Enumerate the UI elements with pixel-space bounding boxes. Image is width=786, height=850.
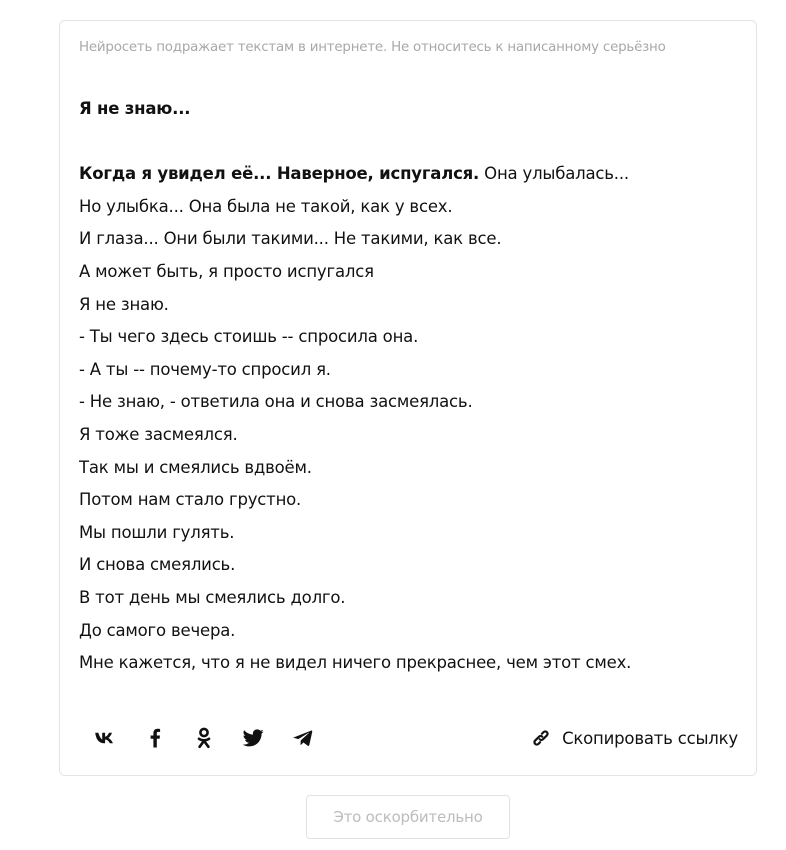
story-line: - Ты чего здесь стоишь -- спросила она. — [79, 327, 419, 347]
story-line — [79, 158, 739, 191]
story-line: До самого вечера. — [79, 620, 236, 640]
story-line-bold: Когда я увидел её... Наверное, испугался. — [79, 164, 480, 184]
story-line: Так мы и смеялись вдвоём. — [79, 457, 312, 477]
facebook-icon[interactable] — [140, 723, 170, 753]
story-line: Потом нам стало грустно. — [79, 490, 302, 510]
story-line: - А ты -- почему-то спросил я. — [79, 359, 331, 379]
story-line: Мы пошли гулять. — [79, 522, 235, 542]
twitter-icon[interactable] — [239, 723, 269, 753]
copy-link-label: Скопировать ссылку — [562, 728, 738, 748]
story-line: Я тоже засмеялся. — [79, 424, 238, 444]
story-line: Я не знаю. — [79, 294, 169, 314]
story-line: И снова смеялись. — [79, 555, 236, 575]
story-line-rest: Она улыбалась... — [479, 164, 629, 184]
spacer — [79, 126, 739, 159]
story-line: А может быть, я просто испугался — [79, 261, 374, 281]
link-icon — [530, 727, 552, 749]
story-line: - Не знаю, - ответила она и снова засмеялась. — [79, 392, 473, 412]
story-text — [79, 93, 739, 680]
story-card — [59, 20, 757, 776]
share-buttons — [90, 723, 338, 753]
report-offensive-button[interactable]: Это оскорбительно — [306, 795, 510, 839]
story-line: И глаза... Они были такими... Не такими, как все. — [79, 229, 502, 249]
story-line: Но улыбка... Она была не такой, как у всех. — [79, 196, 453, 216]
vk-icon[interactable] — [90, 723, 120, 753]
story-line: В тот день мы смеялись долго. — [79, 587, 346, 607]
story-title: Я не знаю... — [79, 99, 191, 118]
odnoklassniki-icon[interactable] — [189, 723, 219, 753]
story-line: Мне кажется, что я не видел ничего прекраснее, чем этот смех. — [79, 653, 632, 673]
disclaimer-text: Нейросеть подражает текстам в интернете. Не относитесь к написанному серьёзно — [79, 40, 666, 55]
copy-link-button[interactable] — [530, 725, 738, 751]
telegram-icon[interactable] — [288, 723, 318, 753]
